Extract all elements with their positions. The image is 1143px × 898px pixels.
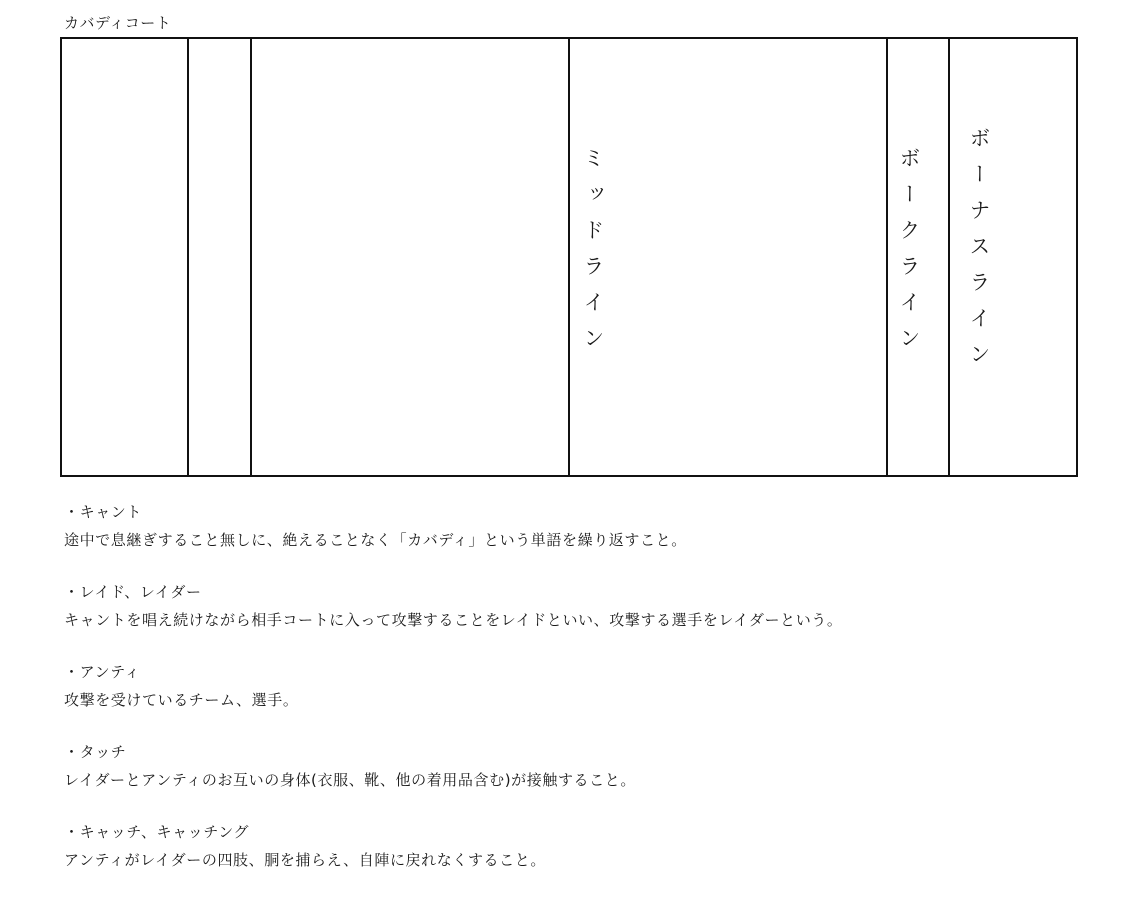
court-line-right-bonus [948,39,950,475]
court-line-left-bonus [187,39,189,475]
glossary-definition: キャントを唱え続けながら相手コートに入って攻撃することをレイドといい、攻撃する選手をレイダーという。 [64,611,843,629]
glossary-term: ・レイド、レイダー [64,583,202,601]
glossary-entry [64,498,1114,554]
court-caption: カバディコート [64,14,172,32]
court-line-midline [568,39,570,475]
glossary-definition: 途中で息継ぎすること無しに、絶えることなく「カバディ」という単語を繰り返すこと。 [64,531,687,549]
glossary-term: ・アンティ [64,663,141,681]
bonus-line-label: ボーナスライン [967,127,991,379]
court-line-right-baulk [886,39,888,475]
glossary-entry [64,738,1114,794]
glossary-definition: レイダーとアンティのお互いの身体(衣服、靴、他の着用品含む)が接触すること。 [64,771,636,789]
glossary-entry [64,818,1114,874]
glossary-entry [64,658,1114,714]
glossary [64,498,1114,898]
glossary-term: ・キャッチ、キャッチング [64,823,250,841]
kabaddi-court-diagram [60,37,1078,477]
court-line-left-baulk [250,39,252,475]
glossary-entry [64,578,1114,634]
glossary-term: ・キャント [64,503,143,521]
glossary-definition: アンティがレイダーの四肢、胴を捕らえ、自陣に戻れなくすること。 [64,851,546,869]
baulk-line-label: ボークライン [897,147,921,363]
glossary-term: ・タッチ [64,743,127,761]
glossary-definition: 攻撃を受けているチーム、選手。 [64,691,299,709]
midline-label: ミッドライン [581,147,605,363]
